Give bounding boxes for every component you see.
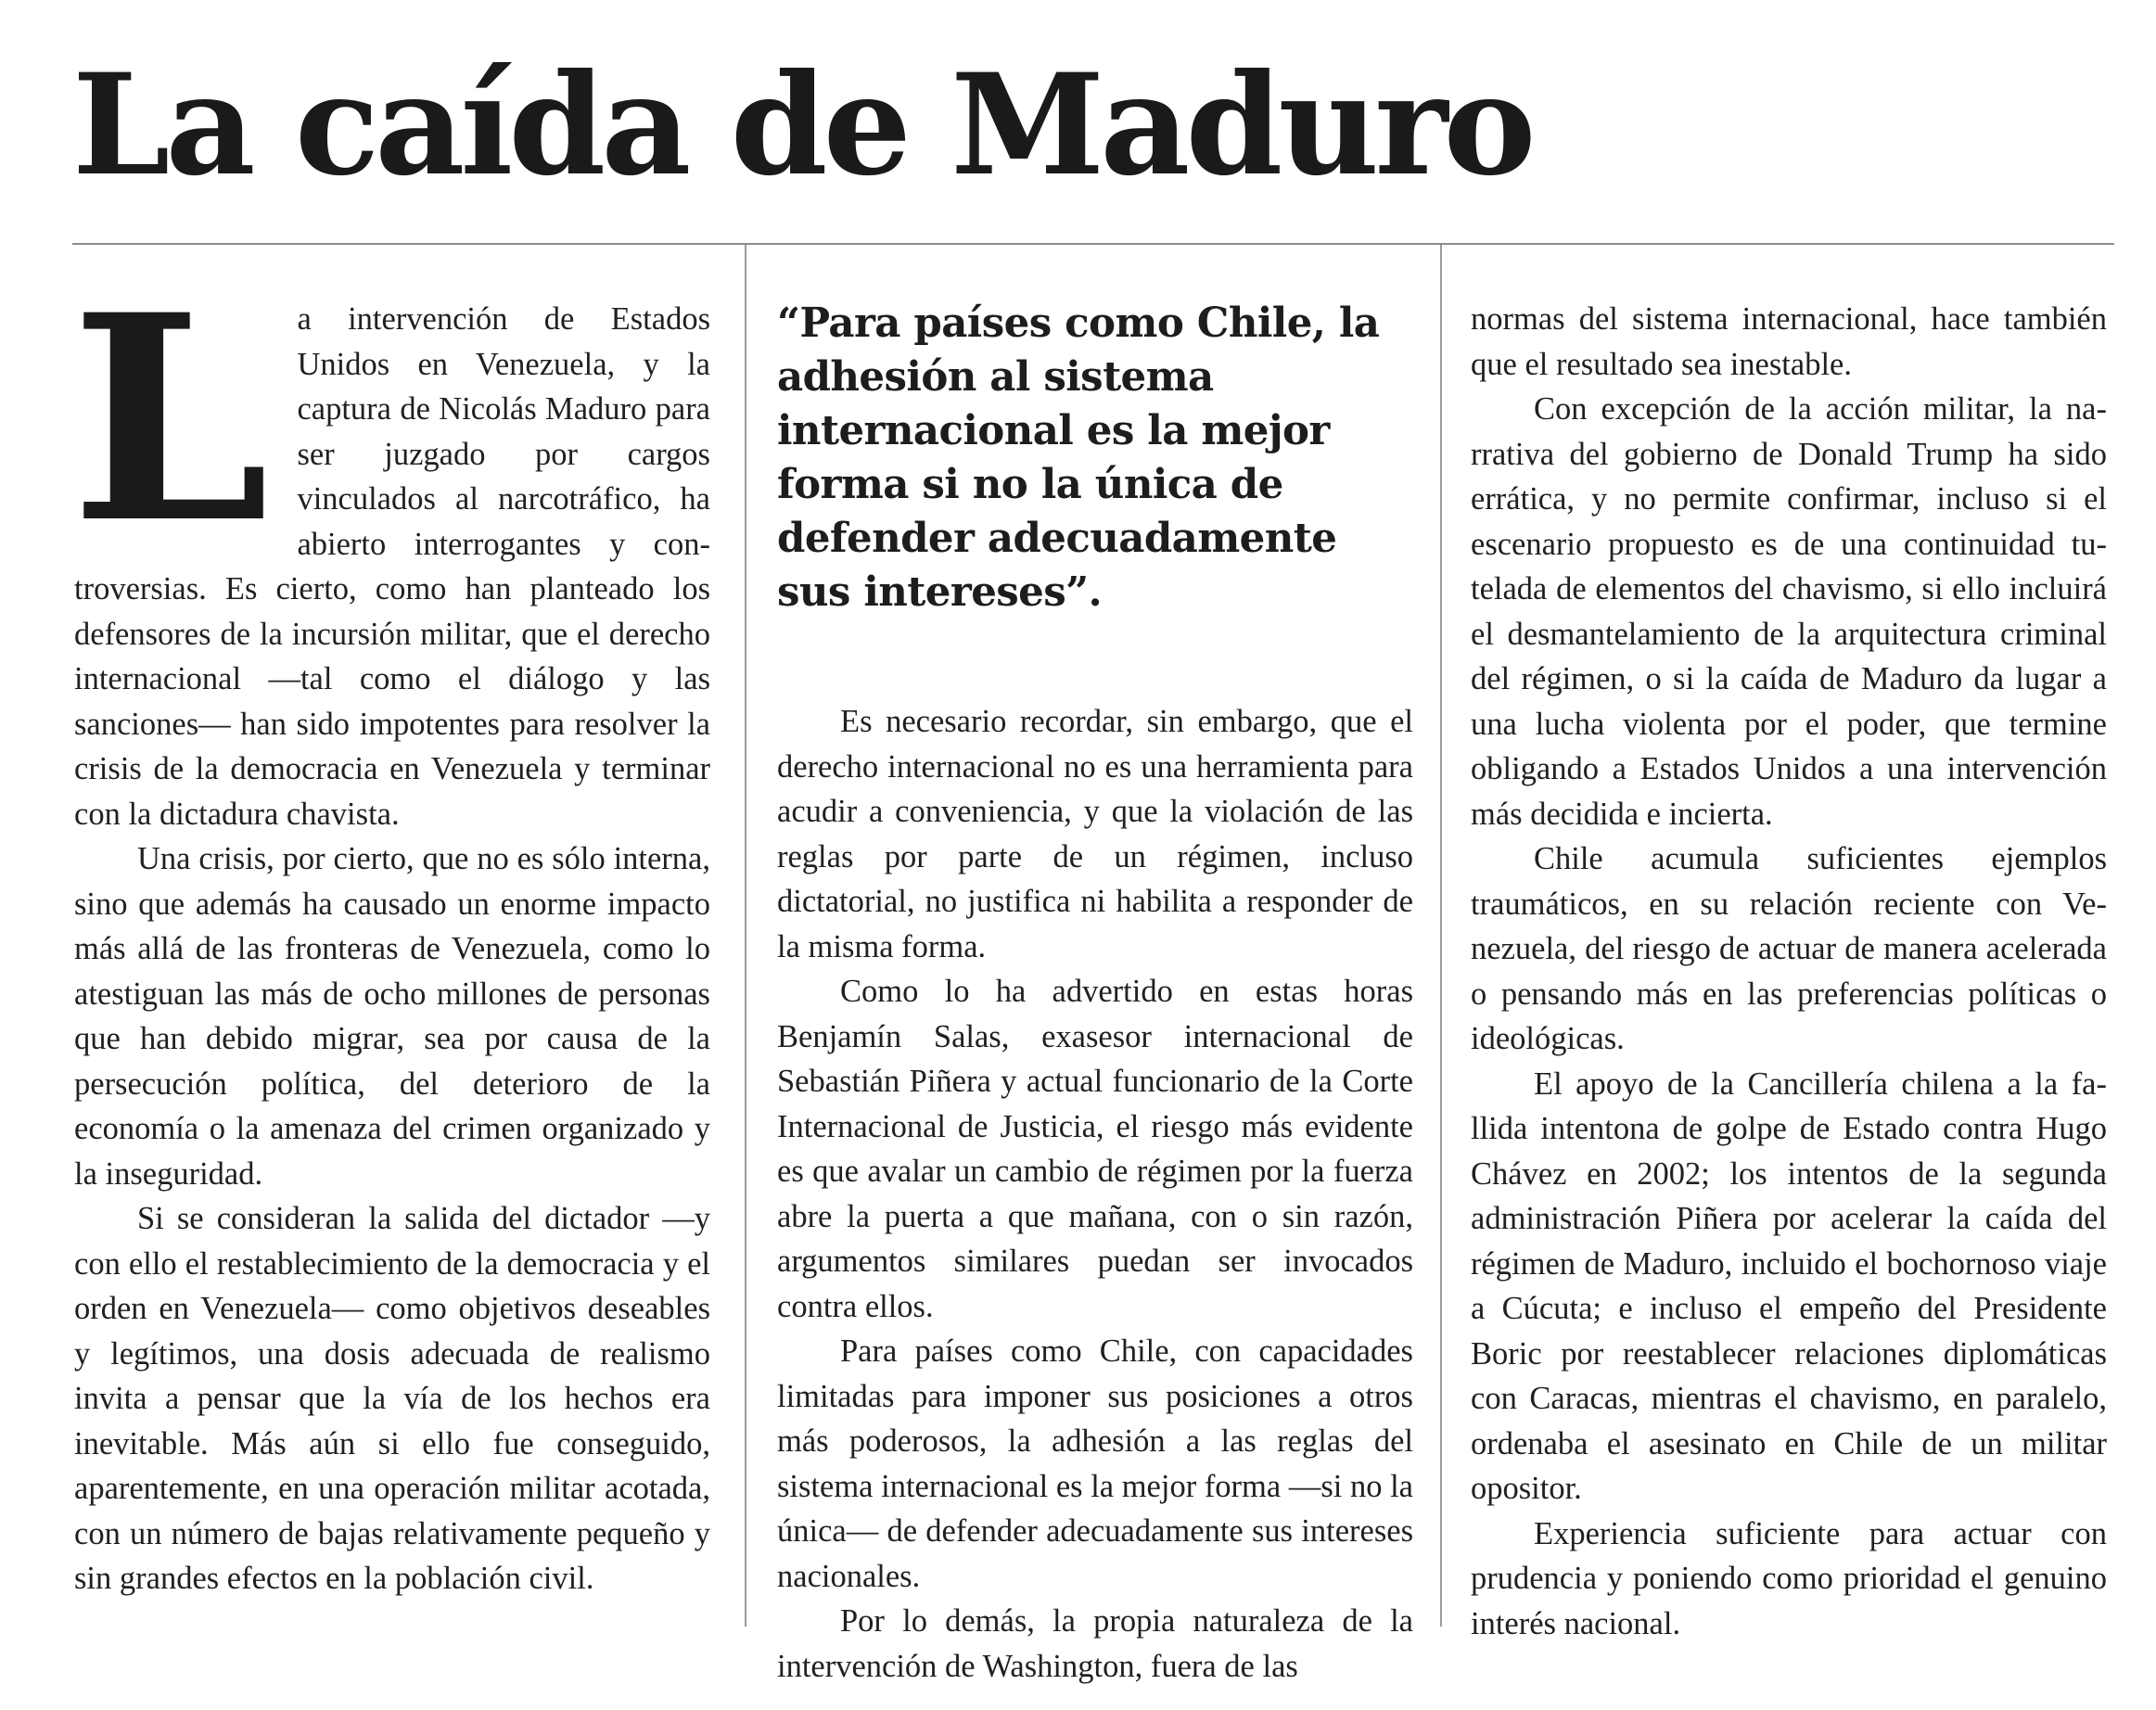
column-3: [1471, 297, 2107, 1646]
column-2: [777, 297, 1413, 1689]
paragraph-7: Por lo demás, la propia naturaleza de la intervención de Washington, fuera de las: [777, 1603, 1413, 1684]
paragraph-1: [70, 253, 710, 836]
paragraph-2: Una crisis, por cierto, que no es sólo interna, sino que además ha causado un enorme impacto más allá de las fronteras de Venezuela, como lo atestiguan las más de ocho millones de personas que han debido migrar, sea por causa de la persecución política, del deterioro de la economía o la amenaza del crimen organizado y la inseguridad.: [74, 841, 710, 1192]
paragraph-10: El apoyo de la Cancillería chilena a la fallida intentona de golpe de Estado contra Hugo Chávez en 2002; los intentos de la segunda administración Piñera por acelerar la caída del régimen de Maduro, incluido el bochornoso viaje a Cúcuta; e incluso el empeño del Presidente Boric por reestablecer relaciones diplomáticas con Caracas, mientras el chavismo, en paralelo, ordenaba el asesinato en Chile de un militar opositor.: [1471, 1066, 2107, 1506]
paragraph-8: Con excepción de la acción militar, la narrativa del gobierno de Donald Trump ha sido errática, y no permite confirmar, incluso si el escenario propuesto es de una continuidad tutelada de elementos del chavismo, si ello incluirá el desmantelamiento de la arquitectura criminal del régimen, o si la caída de Maduro da lugar a una lucha violenta por el poder, que termine obligando a Estados Unidos a una intervención más decidida e incierta.: [1471, 391, 2107, 832]
paragraph-4: Es necesario recordar, sin embargo, que el derecho internacional no es una herramienta para acudir a conveniencia, y que la violación de las reglas por parte de un régimen, incluso dictatorial, no justifica ni habilita a responder de la misma forma.: [777, 704, 1413, 964]
drop-cap: L: [70, 253, 270, 585]
paragraph-9: Chile acumula suficientes ejemplos traumáticos, en su relación reciente con Venezuela, del riesgo de actuar de manera acelerada o pensando más en las preferencias políticas o ideológicas.: [1471, 841, 2107, 1056]
paragraph-11: Experiencia suficiente para actuar con prudencia y poniendo como prioridad el genuino interés nacional.: [1471, 1515, 2107, 1641]
headline-rule: [72, 243, 2114, 245]
paragraph-3: Si se consideran la salida del dictador —y con ello el restablecimiento de la democracia y el orden en Venezuela— como objetivos deseables y legítimos, una dosis adecuada de realismo invita a pensar que la vía de los hechos era inevitable. Más aún si ello fue conseguido, aparentemente, en una operación militar acotada, con un número de bajas relativamente pequeño y sin grandes efectos en la población civil.: [74, 1201, 710, 1596]
pull-quote: “Para países como Chile, la adhesión al sistema internacional es la mejor forma si no la única de defender adecuadamente sus intereses”.: [777, 300, 1380, 616]
column-divider-left: [745, 245, 746, 1627]
column-1: [70, 253, 710, 1602]
paragraph-6: Para países como Chile, con capacidades limitadas para imponer sus posiciones a otros más poderosos, la adhesión a las reglas del sistema internacional es la mejor forma —si no la única— de defender adecuadamente sus intereses nacionales.: [777, 1334, 1413, 1594]
paragraph-1-text: a intervención de Estados Unidos en Venezuela, y la captura de Nicolás Maduro para ser juzgado por cargos vinculados al narcotráfico, ha abierto interrogantes y controversias. Es cierto, como han planteado los defensores de la incursión militar, que el derecho internacional —tal como el diálogo y las sanciones— han sido impotentes para resolver la crisis de la democracia en Venezuela y terminar con la dictadura chavista.: [74, 301, 710, 832]
article-headline: La caída de Maduro: [72, 44, 1532, 207]
paragraph-5: Como lo ha advertido en estas horas Benjamín Salas, exasesor internacional de Sebastián Piñera y actual funcionario de la Corte Internacional de Justicia, el riesgo más evidente es que avalar un cambio de régimen por la fuerza abre la puerta a que mañana, con o sin razón, argumentos similares puedan ser invocados contra ellos.: [777, 974, 1413, 1324]
column-divider-right: [1440, 245, 1442, 1627]
paragraph-7-continued: normas del sistema internacional, hace también que el resultado sea inestable.: [1471, 301, 2107, 382]
